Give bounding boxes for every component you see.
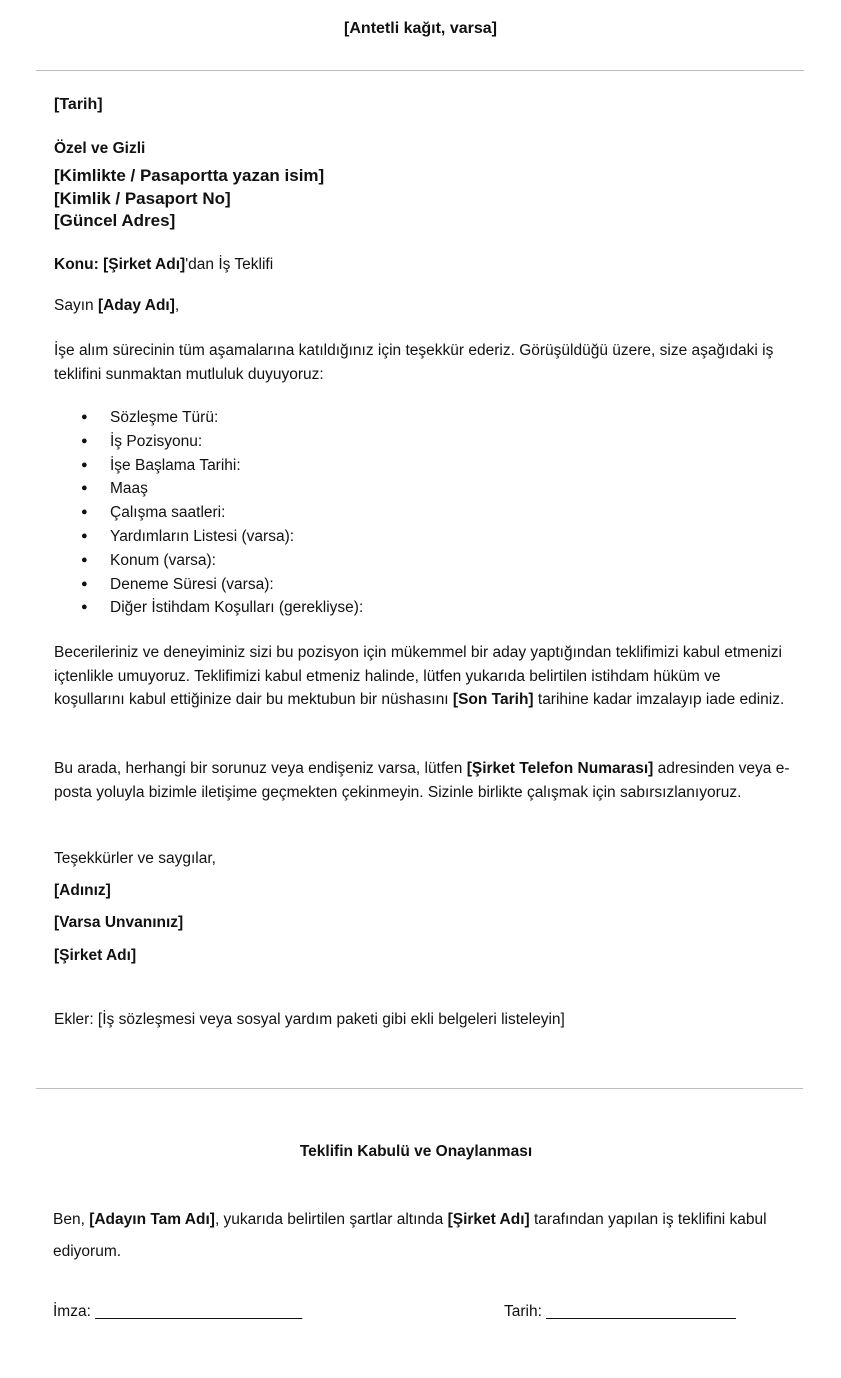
sender-company: [Şirket Adı] (54, 947, 137, 964)
recipient-address: [Güncel Adres] (54, 211, 176, 230)
attachments-line: Ekler: [İş sözleşmesi veya sosyal yardım paketi gibi ekli belgeleri listeleyin] (54, 1011, 565, 1028)
intro-paragraph: İşe alım sürecinin tüm aşamalarına katıldığınız için teşekkür ederiz. Görüşüldüğü üzere, size aşağıdaki iş teklifini sunmaktan mutluluk duyuyoruz: (54, 342, 774, 383)
list-item: ● Sözleşme Türü: (54, 406, 363, 430)
sender-title: [Varsa Unvanınız] (54, 914, 184, 931)
candidate-full-name: [Adayın Tam Adı] (89, 1211, 215, 1228)
contact-paragraph (54, 757, 794, 804)
acceptance-text-end: tarafından yapılan iş teklifini kabul ediyorum. (53, 1211, 767, 1260)
list-item: ● İşe Başlama Tarihi: (54, 454, 363, 478)
letterhead-placeholder: [Antetli kağıt, varsa] (344, 20, 497, 37)
header-divider (36, 70, 804, 71)
acceptance-text: Ben, (53, 1211, 90, 1228)
acceptance-request-paragraph (54, 641, 794, 712)
candidate-name: [Aday Adı] (97, 297, 175, 314)
closing: Teşekkürler ve saygılar, (54, 850, 216, 867)
subject-label: Konu: (54, 256, 104, 273)
list-item: ● İş Pozisyonu: (54, 430, 363, 454)
acceptance-company: [Şirket Adı] (447, 1211, 530, 1228)
acceptance-title: Teklifin Kabulü ve Onaylanması (299, 1143, 533, 1160)
list-item: ● Konum (varsa): (54, 549, 363, 573)
body1-text: Becerileriniz ve deneyiminiz sizi bu pozisyon için mükemmel bir aday yaptığından teklifimizi kabul etmenizi içtenlikle umuyoruz. Teklifimizi kabul etmeniz halinde, lütfen yukarıda belirtilen istihdam hüküm ve koşullarını kabul ettiğinize dair bu mektubun bir nüshasını (54, 644, 782, 708)
acceptance-statement (53, 1204, 798, 1268)
body2-text-end: adresinden veya e-posta yoluyla bizimle iletişime geçmekten çekinmeyin. Sizinle birlikte çalışmak için sabırsızlanıyoruz. (54, 760, 790, 801)
list-item: ● Yardımların Listesi (varsa): (54, 525, 363, 549)
salutation-prefix: Sayın (54, 297, 98, 314)
date-line: Tarih: ______________________ (504, 1303, 736, 1320)
letter-date: [Tarih] (54, 96, 103, 113)
offer-terms-list (54, 406, 363, 620)
recipient-name: [Kimlikte / Pasaportta yazan isim] (54, 166, 325, 185)
sender-name: [Adınız] (54, 882, 111, 899)
subject-line (54, 253, 794, 277)
list-item: ● Maaş (54, 477, 363, 501)
acceptance-text-mid: , yukarıda belirtilen şartlar altında (214, 1211, 448, 1228)
section-divider (36, 1088, 803, 1089)
list-item: ● Deneme Süresi (varsa): (54, 573, 363, 597)
salutation-comma: , (174, 297, 180, 314)
body2-text: Bu arada, herhangi bir sorunuz veya endişeniz varsa, lütfen (54, 760, 467, 777)
subject-rest: 'dan İş Teklifi (185, 256, 274, 273)
signature-line: İmza: ________________________ (53, 1303, 303, 1320)
deadline-placeholder: [Son Tarih] (452, 691, 534, 708)
subject-company: [Şirket Adı] (103, 256, 186, 273)
salutation (54, 294, 794, 318)
body1-text-end: tarihine kadar imzalayıp iade ediniz. (533, 691, 785, 708)
company-phone-placeholder: [Şirket Telefon Numarası] (466, 760, 654, 777)
recipient-id: [Kimlik / Pasaport No] (54, 189, 231, 208)
list-item: ● Diğer İstihdam Koşulları (gerekliyse): (54, 596, 363, 620)
list-item: ● Çalışma saatleri: (54, 501, 363, 525)
confidential-label: Özel ve Gizli (54, 140, 146, 157)
